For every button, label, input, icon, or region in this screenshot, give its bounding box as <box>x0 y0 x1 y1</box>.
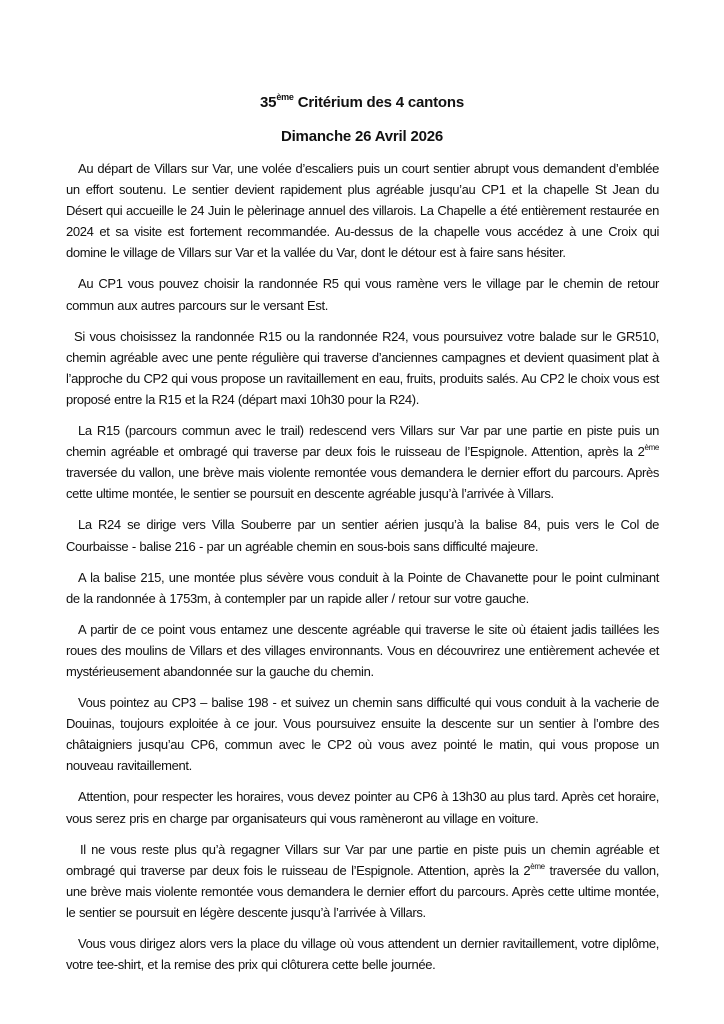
paragraph-r24: La R24 se dirige vers Villa Souberre par un sentier aérien jusqu’à la balise 84, puis vers le Col de Courbaisse - balise 216 - par un agréable chemin en sous-bois sans difficulté majeure. <box>66 517 659 554</box>
title-superscript: ème <box>276 92 294 102</box>
paragraph-cp3: Vous pointez au CP3 – balise 198 - et suivez un chemin sans difficulté qui vous conduit à la vacherie de Douinas, toujours exploitée à ce jour. Vous poursuivez ensuite la descente sur un sentier à l’ombre des châtaigniers jusqu’au CP6, commun avec le CP2 où vous avez pointé le matin, qui vous propose un nouveau ravitaillement. <box>66 695 659 774</box>
paragraph-r15-part1: La R15 (parcours commun avec le trail) redescend vers Villars sur Var par une partie en piste puis un chemin agréable et ombragé qui traverse par deux fois le ruisseau de l’Espignole. Attention, après la 2 <box>66 423 659 460</box>
document-body <box>66 158 659 985</box>
paragraph-horaires: Attention, pour respecter les horaires, vous devez pointer au CP6 à 13h30 au plus tard. Après cet horaire, vous serez pris en charge par organisateurs qui vous ramèneront au village en voiture. <box>66 789 659 826</box>
superscript-eme: ème <box>530 861 545 871</box>
superscript-eme: ème <box>644 443 659 453</box>
paragraph-balise-215: A la balise 215, une montée plus sévère vous conduit à la Pointe de Chavanette pour le point culminant de la randonnée à 1753m, à contempler par un rapide aller / retour sur votre gauche. <box>66 569 659 606</box>
paragraph-retour-part1: Il ne vous reste plus qu’à regagner Villars sur Var par une partie en piste puis un chemin agréable et ombragé qui traverse par deux fois le ruisseau de l’Espignole. Attention, après la 2 <box>66 841 659 878</box>
paragraph-cp1-r5: Au CP1 vous pouvez choisir la randonnée R5 qui vous ramène vers le village par le chemin de retour commun aux autres parcours sur le versant Est. <box>66 276 659 313</box>
title-text: Critérium des 4 cantons <box>293 94 464 111</box>
paragraph-arrivee: Vous vous dirigez alors vers la place du village où vous attendent un dernier ravitaillement, votre diplôme, votre tee-shirt, et la remise des prix qui clôturera cette belle journée. <box>66 936 659 973</box>
document-date: Dimanche 26 Avril 2026 <box>280 128 444 145</box>
document-title <box>0 94 724 111</box>
paragraph-r15-r24-choice: Si vous choisissez la randonnée R15 ou la randonnée R24, vous poursuivez votre balade sur le GR510, chemin agréable avec une pente régulière qui traverse d’anciennes campagnes et devient quasiment plat à l’approche du CP2 qui vous propose un ravitaillement en eau, fruits, produits salés. Au CP2 le choix vous est proposé entre la R15 et la R24 (départ maxi 10h30 pour la R24). <box>66 328 659 407</box>
paragraph-r15 <box>66 420 659 504</box>
paragraph-r15-part2: traversée du vallon, une brève mais violente remontée vous demandera le dernier effort du parcours. Après cette ultime montée, le sentier se poursuit en descente agréable jusqu’à l’arrivée à Villars. <box>66 465 659 502</box>
paragraph-retour-part2: traversée du vallon, une brève mais violente remontée vous demandera le dernier effort du parcours. Après cette ultime montée, le sentier se poursuit en légère descente jusqu’à l’arrivée à Villars. <box>66 862 659 920</box>
paragraph-retour <box>66 839 659 923</box>
paragraph-depart: Au départ de Villars sur Var, une volée d’escaliers puis un court sentier abrupt vous demandent d’emblée un effort soutenu. Le sentier devient rapidement plus agréable jusqu’au CP1 et la chapelle St Jean du Désert qui accueille le 24 Juin le pèlerinage annuel des villarois. La Chapelle a été entièrement restaurée en 2024 et sa visite est fortement recommandée. Au-dessus de la chapelle vous accédez à une Croix qui domine le village de Villars sur Var et la vallée du Var, dont le détour est à faire sans hésiter. <box>66 161 659 261</box>
title-number: 35 <box>260 94 277 111</box>
paragraph-descente: A partir de ce point vous entamez une descente agréable qui traverse le site où étaient jadis taillées les roues des moulins de Villars et des villages environnants. Vous en découvrirez une entièrement achevée et mystérieusement abandonnée sur la gauche du chemin. <box>66 621 659 679</box>
